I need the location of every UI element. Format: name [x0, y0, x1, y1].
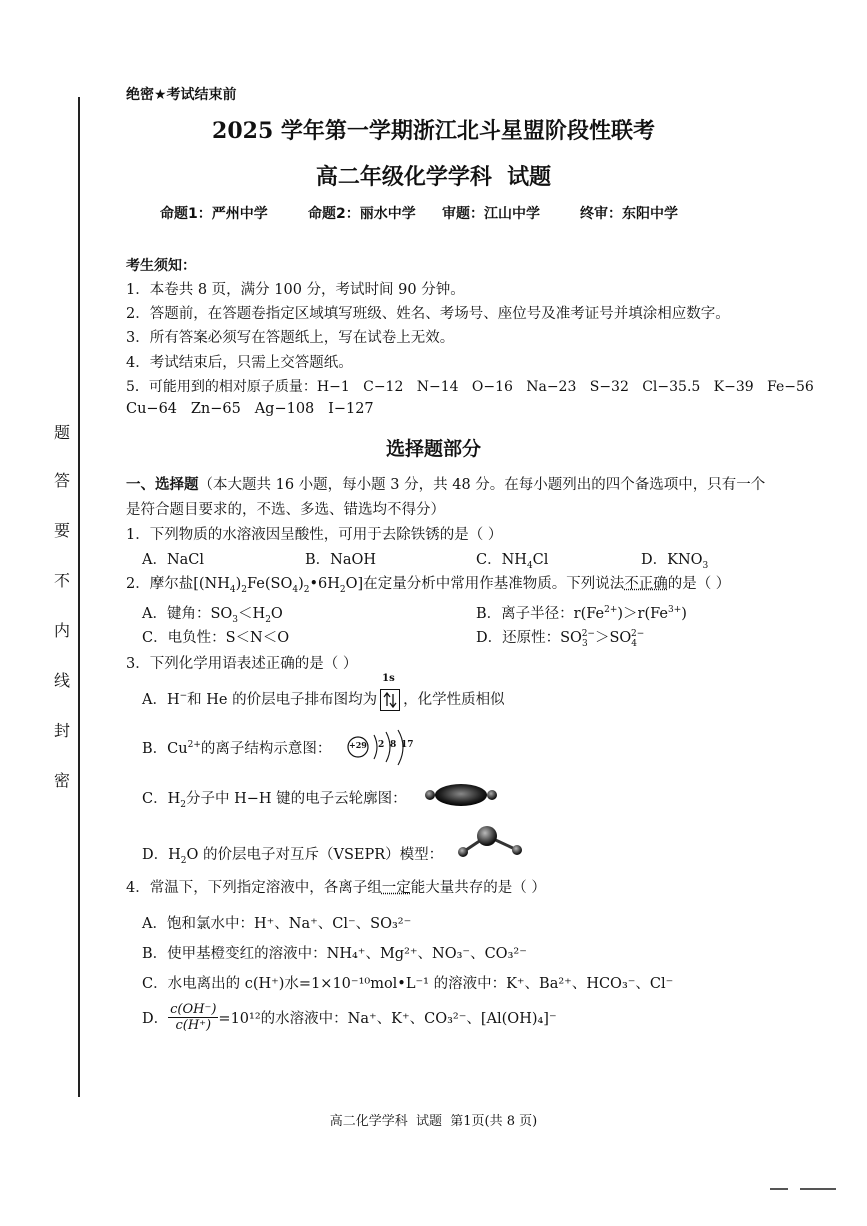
q3-option-c: C．$H_2$分子中 H−H 键的电子云轮廓图：	[142, 791, 407, 810]
q2-option-b: B．离子半径：$r(Fe^{2+})>r(Fe^{3+})$	[476, 605, 687, 622]
q2-emphasis: 不正确	[624, 576, 668, 592]
q3-stem: 3．下列化学用语表述正确的是（ ）	[126, 656, 358, 672]
h2-electron-cloud-image	[424, 780, 498, 814]
final-reviewer: 终审：东阳中学	[580, 206, 678, 222]
binding-line	[78, 97, 80, 1097]
margin-char: 题	[53, 423, 70, 442]
q4-option-d: D． $\frac{c(OH^-)}{c(H^+)}$ =10¹²的水溶液中：Na⁺、K⁺、CO₃²⁻、[Al(OH)₄]⁻	[142, 1002, 557, 1033]
shell-electrons: 17	[401, 740, 414, 750]
q2-option-d: D．还原性：$SO_3^{2-}>SO_4^{2-}$	[476, 629, 645, 649]
nucleus-charge: +29	[349, 740, 367, 750]
page-footer: 高二化学学科 试题 第1页(共 8 页)	[329, 1114, 538, 1129]
exam-subtitle: 高二年级化学学科 试题	[315, 164, 552, 190]
notice-heading: 考生须知：	[126, 258, 196, 274]
margin-char: 答	[53, 471, 70, 490]
q1-option-a: A．NaCl	[142, 552, 205, 568]
part-desc-line2: 是符合题目要求的，不选、多选、错选均不得分）	[126, 502, 445, 518]
part-desc: （本大题共 16 小题，每小题 3 分，共 48 分。在每小题列出的四个备选项中，只有一个	[198, 477, 766, 493]
q4-option-a: A．饱和氯水中：H⁺、Na⁺、Cl⁻、SO₃²⁻	[142, 916, 412, 932]
ratio-fraction: $\frac{c(OH^-)}{c(H^+)}$	[170, 1002, 217, 1033]
notice-item: 1．本卷共 8 页，满分 100 分，考试时间 90 分钟。	[126, 282, 465, 298]
margin-char: 封	[53, 721, 70, 740]
notice-item: 3．所有答案必须写在答题纸上，写在试卷上无效。	[126, 330, 455, 346]
q2-option-a: A．键角：$SO_3<H_2O$	[142, 606, 283, 625]
notice-item: 5．可能用到的相对原子质量：H−1 C−12 N−14 O−16 Na−23 S−32 Cl−35.5 K−39 Fe−56	[126, 379, 814, 395]
q3-option-d: D．$H_2O$ 的价层电子对互斥（VSEPR）模型：	[142, 847, 444, 866]
cu-ion-structure-diagram	[346, 727, 416, 771]
q4-option-b: B．使甲基橙变红的溶液中：NH₄⁺、Mg²⁺、NO₃⁻、CO₃²⁻	[142, 946, 527, 962]
section-title: 选择题部分	[385, 438, 481, 460]
orbital-box: 1s	[380, 689, 400, 711]
q2-stem: 2．摩尔盐$[(NH_4)_2Fe(SO_4)_2•6H_2O]$在定量分析中常用作基准物质。下列说法不正确的是（ ）	[126, 576, 731, 595]
secret-label: 绝密★考试结束前	[126, 87, 237, 103]
scan-mark	[770, 1188, 788, 1190]
part-desc-line1	[126, 473, 765, 494]
q3-option-b: B．$Cu^{2+}$的离子结构示意图：	[142, 740, 332, 757]
q1-option-b: B．NaOH	[305, 552, 377, 568]
notice-item: 2．答题前，在答题卷指定区域填写班级、姓名、考场号、座位号及准考证号并填涂相应数字。	[126, 306, 730, 322]
h2o-vsepr-model-image	[455, 824, 527, 864]
author-2: 命题2：丽水中学	[308, 206, 416, 222]
margin-char: 不	[53, 571, 70, 590]
scan-mark	[800, 1188, 836, 1190]
margin-char: 内	[53, 621, 70, 640]
author-1: 命题1：严州中学	[160, 206, 268, 222]
q1-stem: 1．下列物质的水溶液因呈酸性，可用于去除铁锈的是（ ）	[126, 527, 503, 543]
q4-stem: 4．常温下，下列指定溶液中，各离子组一定能大量共存的是（ ）	[126, 880, 546, 896]
margin-char: 要	[53, 521, 70, 540]
q3-option-a: A．H−和 He 的价层电子排布图均为 1s ，化学性质相似	[142, 688, 505, 711]
margin-char: 线	[53, 671, 70, 690]
q4-emphasis: 一定	[381, 880, 411, 896]
shell-electrons: 8	[390, 740, 397, 750]
notice-item: 4．考试结束后，只需上交答题纸。	[126, 355, 353, 371]
shell-electrons: 2	[378, 740, 385, 750]
exam-title: 2025 学年第一学期浙江北斗星盟阶段性联考	[212, 118, 655, 144]
part-label: 一、选择题	[126, 476, 199, 493]
margin-char: 密	[53, 771, 70, 790]
reviewer: 审题：江山中学	[442, 206, 540, 222]
q1-option-c: C．$NH_4Cl$	[476, 552, 549, 571]
q1-option-d: D．$KNO_3$	[641, 552, 709, 571]
q2-option-c: C．电负性：S＜N＜O	[142, 630, 290, 646]
q4-option-c: C．水电离出的 c(H⁺)水=1×10⁻¹⁰mol•L⁻¹ 的溶液中：K⁺、Ba²⁺、HCO₃⁻、Cl⁻	[142, 976, 674, 992]
notice-item: Cu−64 Zn−65 Ag−108 I−127	[126, 401, 374, 417]
